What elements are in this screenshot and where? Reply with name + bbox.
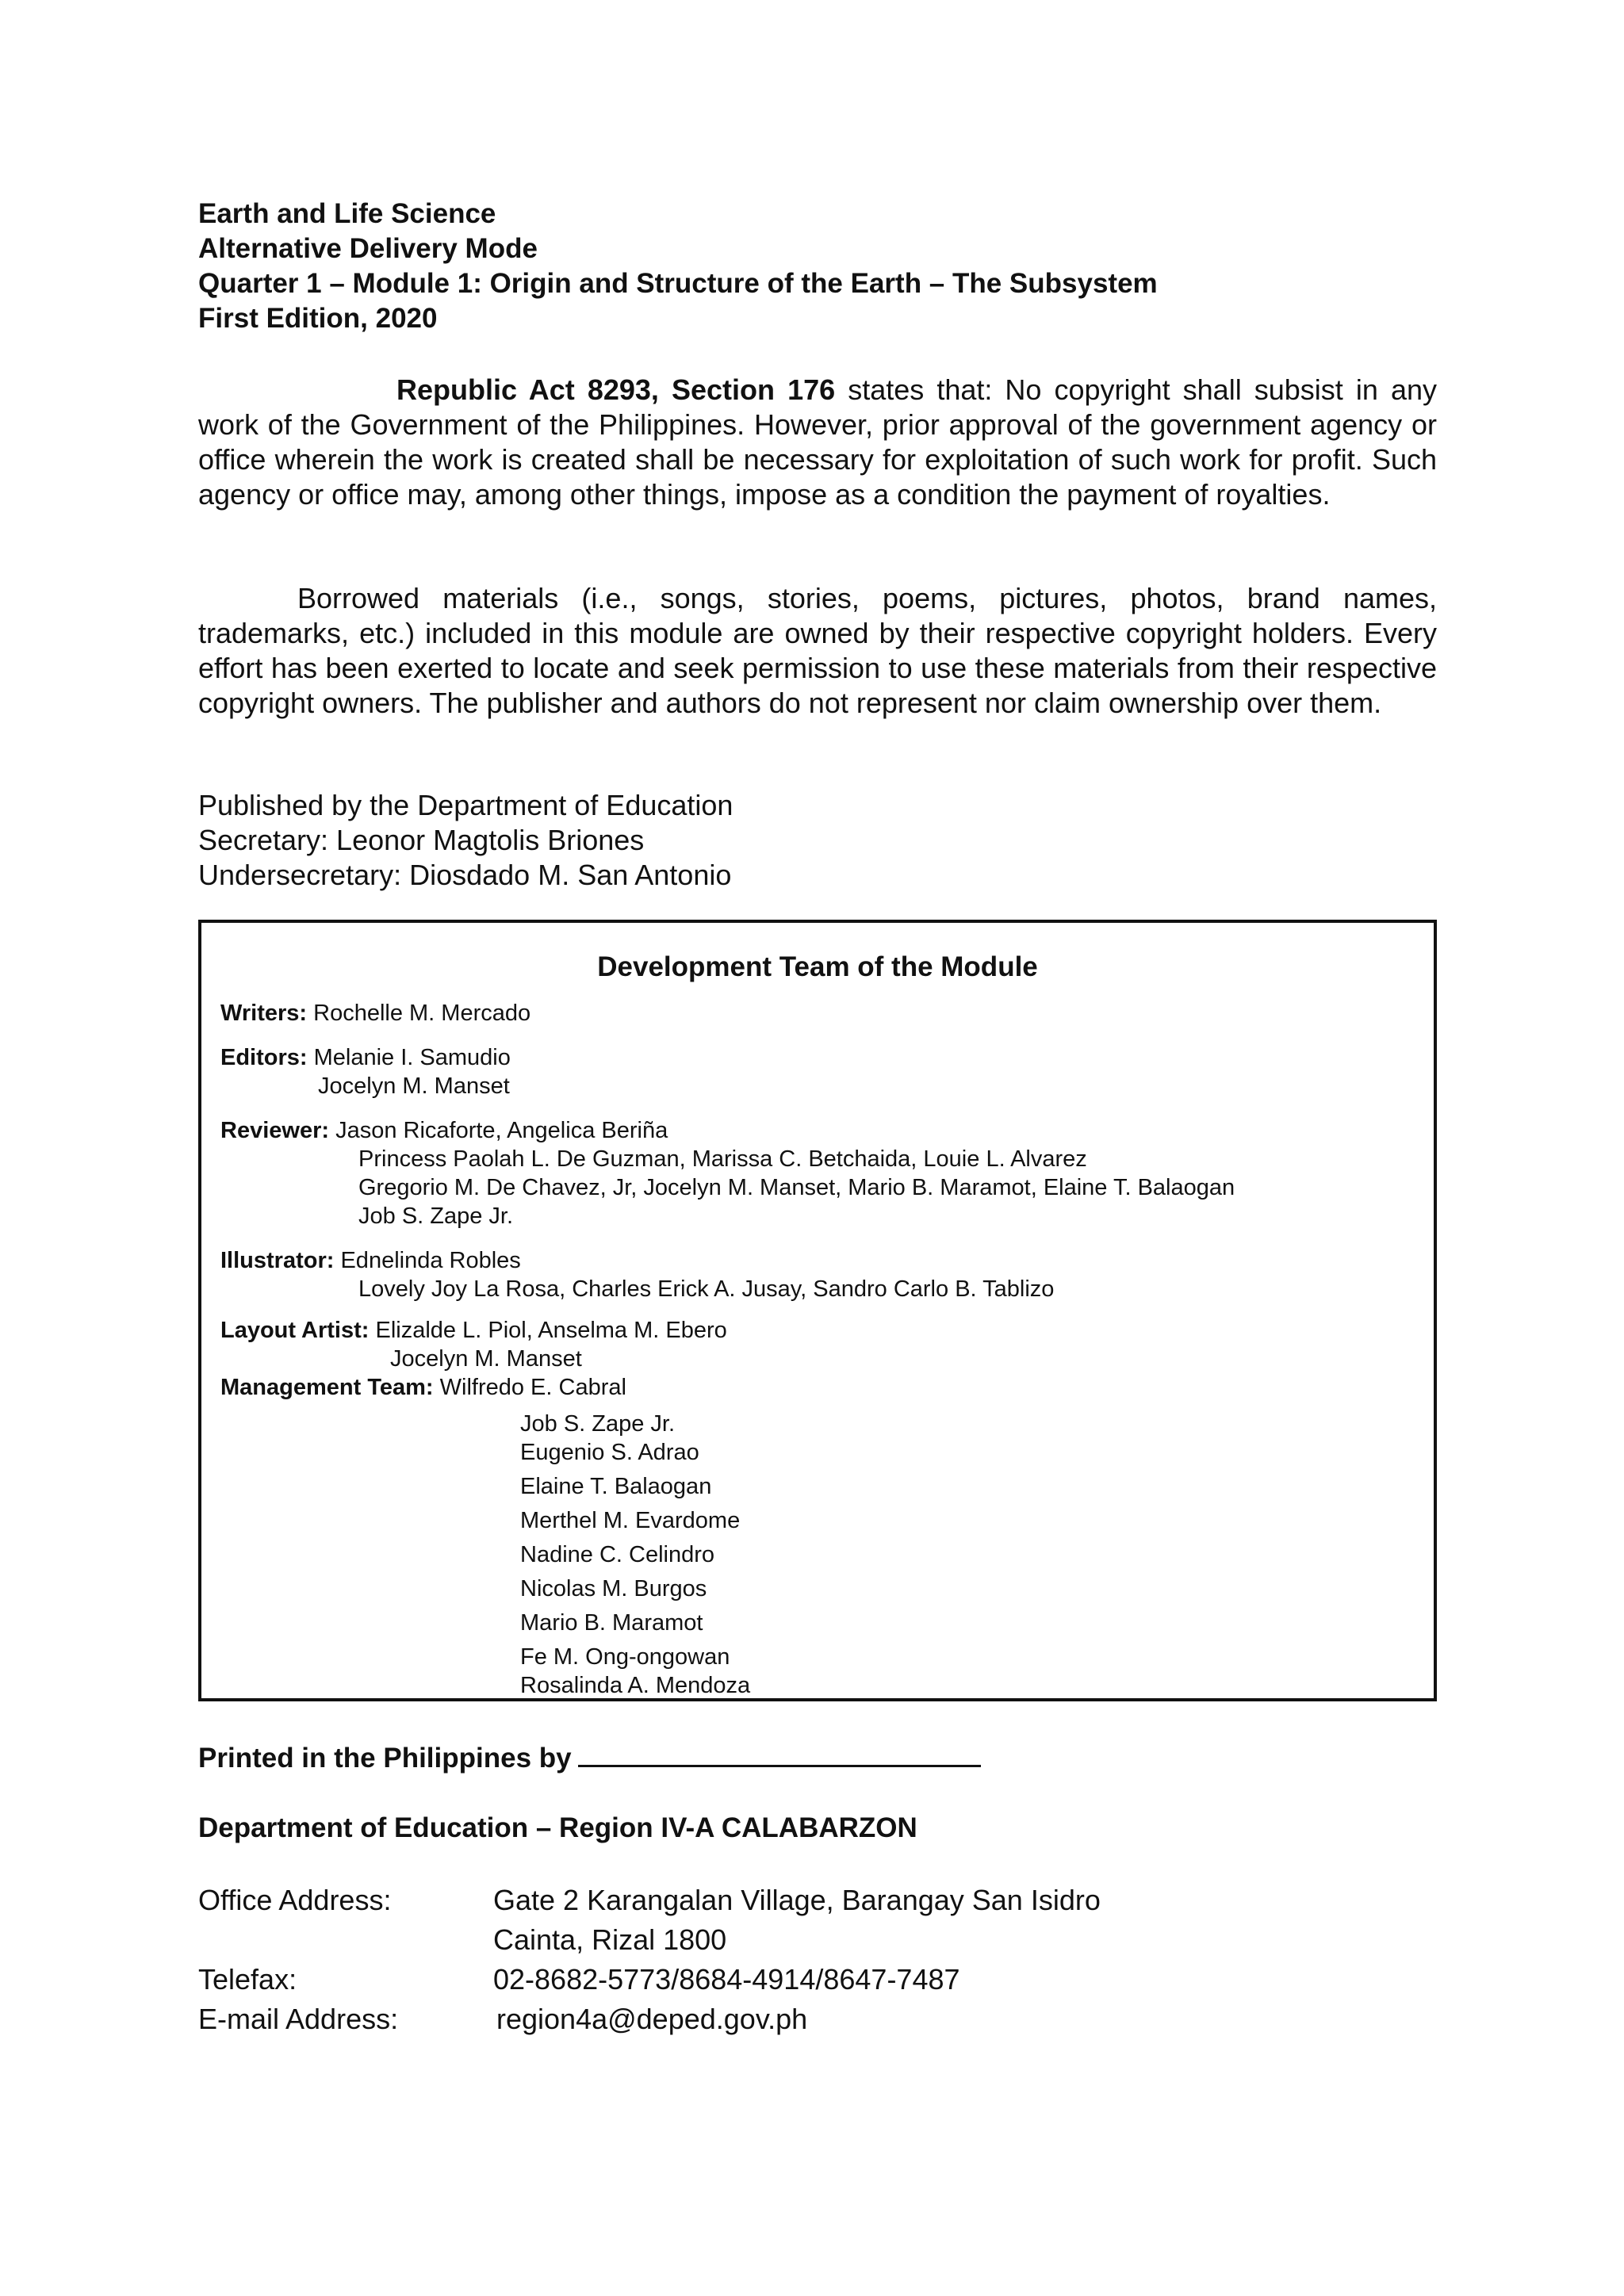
published-by: Published by the Department of Education <box>198 789 733 821</box>
management-name: Wilfredo E. Cabral <box>439 1375 626 1400</box>
management-name: Eugenio S. Adrao <box>520 1440 699 1465</box>
management-name: Job S. Zape Jr. <box>520 1411 676 1437</box>
copyright-paragraph <box>198 373 1437 512</box>
email-value: region4a@deped.gov.ph <box>496 2003 808 2035</box>
email-label: E-mail Address: <box>198 2003 399 2035</box>
management-name: Fe M. Ong-ongowan <box>520 1644 730 1670</box>
editors-line <box>220 1043 511 1072</box>
reviewer-label: Reviewer: <box>220 1118 330 1143</box>
undersecretary: Undersecretary: Diosdado M. San Antonio <box>198 859 732 891</box>
subject-title: Earth and Life Science <box>198 198 496 229</box>
illustrator-line <box>220 1246 521 1275</box>
printed-line <box>198 1741 981 1776</box>
region-title: Department of Education – Region IV-A CALABARZON <box>198 1812 917 1843</box>
delivery-mode: Alternative Delivery Mode <box>198 233 538 264</box>
secretary: Secretary: Leonor Magtolis Briones <box>198 824 645 856</box>
layout-artist-label: Layout Artist: <box>220 1318 370 1343</box>
writers-label: Writers: <box>220 1001 308 1026</box>
office-address-line2: Cainta, Rizal 1800 <box>493 1923 727 1956</box>
illustrator-name: Ednelinda Robles <box>340 1248 521 1273</box>
law-text: states that: No copyright shall subsist in any work of the Government of the Philippines. However, prior approval of the government agency or office wherein the work is created shall be necessary for exploitation of such work for profit. Such agency or office may, among other things, impose as a condition the payment of royalties. <box>198 373 1438 511</box>
layout-artist-names: Elizalde L. Piol, Anselma M. Ebero <box>375 1318 727 1343</box>
management-name: Nicolas M. Burgos <box>520 1576 707 1601</box>
document-header <box>198 197 1158 336</box>
reviewer-names: Job S. Zape Jr. <box>358 1203 514 1229</box>
illustrator-label: Illustrator: <box>220 1248 335 1273</box>
printer-blank-line <box>578 1741 981 1767</box>
illustrator-name: Lovely Joy La Rosa, Charles Erick A. Jusay, Sandro Carlo B. Tablizo <box>358 1276 1055 1302</box>
management-name: Merthel M. Evardome <box>520 1508 741 1533</box>
management-name: Elaine T. Balaogan <box>520 1474 712 1499</box>
borrowed-materials-paragraph: Borrowed materials (i.e., songs, stories, poems, pictures, photos, brand names, trademarks, etc.) included in this module are owned by their respective copyright holders. Every effort has been exerted to locate and seek permission to use these materials from their respective copyright owners. The publisher and authors do not represent nor claim ownership over them. <box>198 582 1437 719</box>
publisher-info <box>198 788 733 893</box>
layout-artist-names: Jocelyn M. Manset <box>390 1346 582 1372</box>
writers-line <box>220 999 530 1027</box>
editors-label: Editors: <box>220 1045 308 1070</box>
editor-name: Melanie I. Samudio <box>313 1045 511 1070</box>
management-label: Management Team: <box>220 1375 434 1400</box>
law-reference: Republic Act 8293, Section 176 <box>396 373 836 406</box>
layout-artist-line <box>220 1316 727 1345</box>
telefax-label: Telefax: <box>198 1963 297 1996</box>
management-line <box>220 1373 626 1402</box>
edition: First Edition, 2020 <box>198 303 438 334</box>
team-title: Development Team of the Module <box>597 951 1038 982</box>
reviewer-names: Jason Ricaforte, Angelica Beriña <box>335 1118 668 1143</box>
management-name: Rosalinda A. Mendoza <box>520 1673 751 1698</box>
printed-label: Printed in the Philippines by <box>198 1743 572 1774</box>
office-address-line1: Gate 2 Karangalan Village, Barangay San Isidro <box>493 1884 1101 1916</box>
management-name: Nadine C. Celindro <box>520 1542 715 1567</box>
management-name: Mario B. Maramot <box>520 1610 703 1636</box>
module-title: Quarter 1 – Module 1: Origin and Structure of the Earth – The Subsystem <box>198 268 1158 299</box>
reviewer-line <box>220 1116 668 1145</box>
editor-name: Jocelyn M. Manset <box>318 1073 510 1099</box>
development-team-box <box>198 920 1437 1701</box>
writers-value: Rochelle M. Mercado <box>313 1001 531 1026</box>
telefax-value: 02-8682-5773/8684-4914/8647-7487 <box>493 1963 960 1996</box>
reviewer-names: Princess Paolah L. De Guzman, Marissa C. Betchaida, Louie L. Alvarez <box>358 1146 1087 1172</box>
office-address-label: Office Address: <box>198 1884 392 1916</box>
reviewer-names: Gregorio M. De Chavez, Jr, Jocelyn M. Manset, Mario B. Maramot, Elaine T. Balaogan <box>358 1175 1235 1200</box>
